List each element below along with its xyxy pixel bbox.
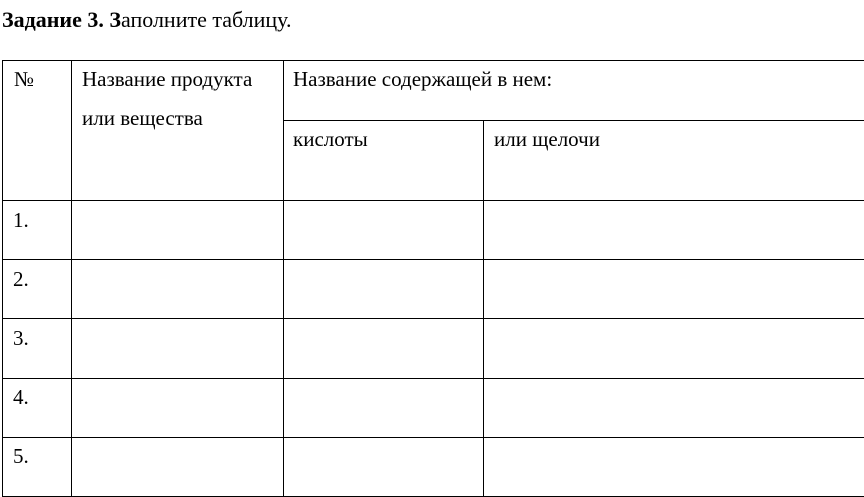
row-number: 2. [13,267,29,291]
table-subheader-line [283,120,864,121]
row-number: 5. [13,444,29,468]
table-row-line-1 [2,259,864,260]
table-divider-col3 [483,120,484,497]
table-header-bottom [2,200,864,201]
table-divider-col2 [283,60,284,497]
table-row-line-2 [2,318,864,319]
row-number: 3. [13,326,29,350]
table-divider-col1 [71,60,72,497]
header-acid: кислоты [293,127,368,151]
header-product-name: Название продукта или вещества [82,67,253,130]
table-row-line-4 [2,437,864,438]
header-contained-name: Название содержащей в нем: [293,67,553,91]
header-alkali: или щелочи [494,127,600,151]
row-number: 4. [13,385,29,409]
table-row-line-3 [2,378,864,379]
header-number: № [14,67,35,91]
task-title-bold: Задание 3. З [2,7,121,32]
task-title-rest: аполните таблицу. [120,7,292,32]
table-border-left [2,60,3,497]
row-number: 1. [13,208,29,232]
